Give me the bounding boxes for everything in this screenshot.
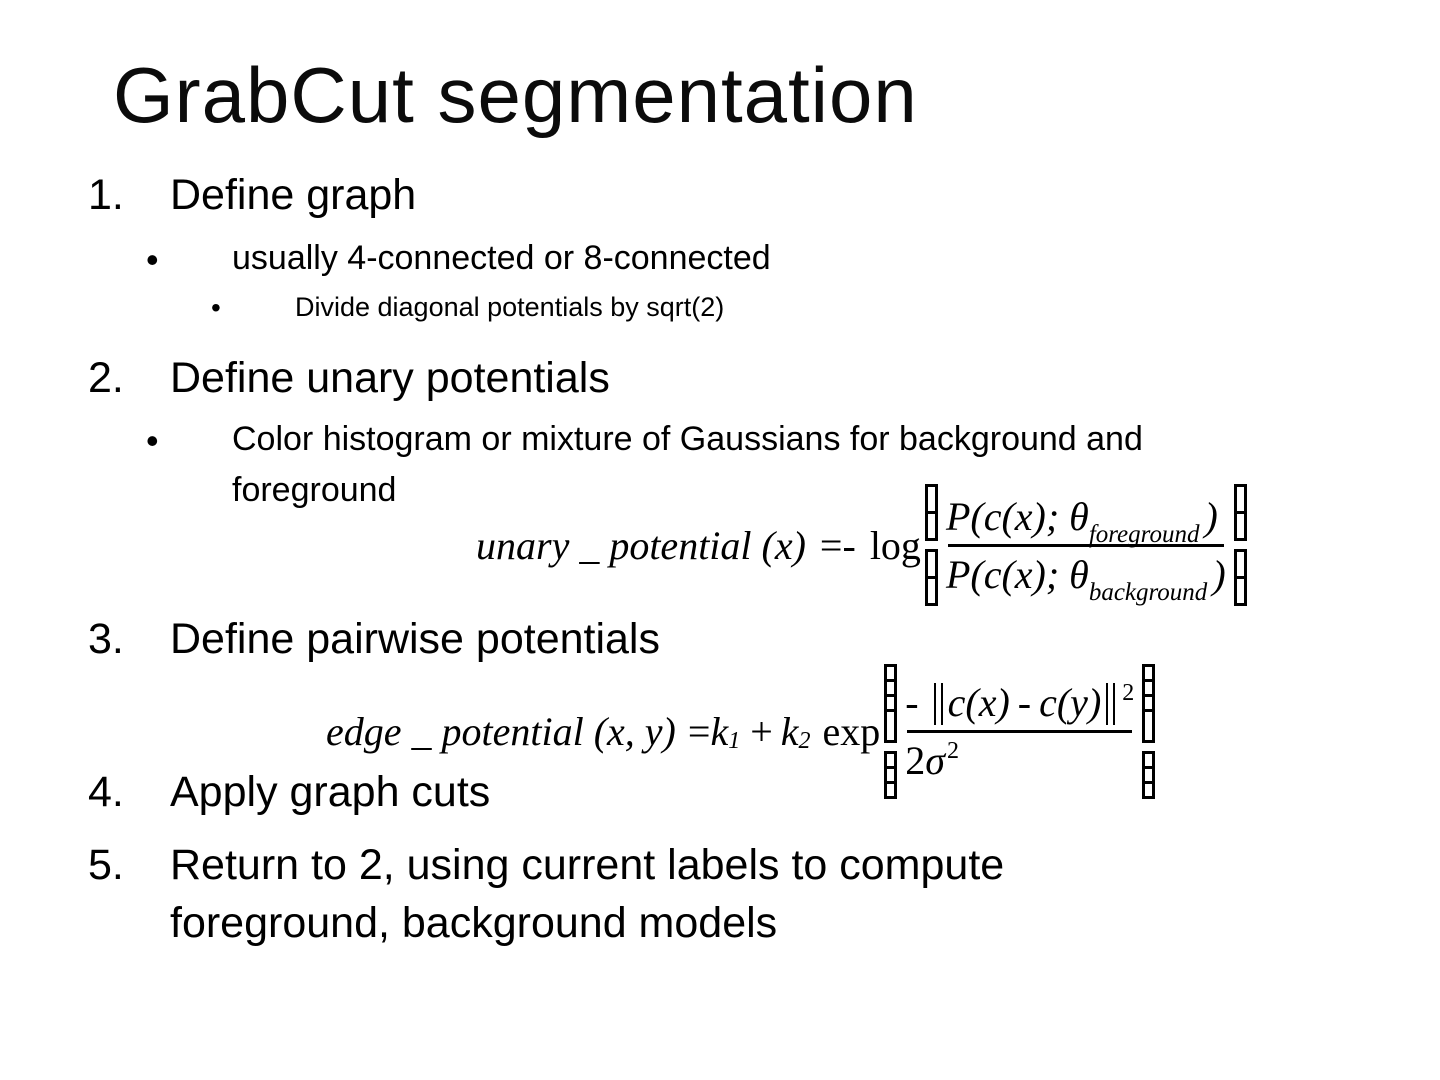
k2-subscript: 2 <box>798 728 811 754</box>
stretchy-brace-right-icon <box>1142 664 1155 799</box>
fraction-numerator: - c(x) - c(y) $^2$ <box>905 680 1135 725</box>
list-item-pairwise-potentials <box>88 610 660 668</box>
list-item-apply-graph-cuts <box>88 763 490 821</box>
subbullet-item-text: Divide diagonal potentials by sqrt(2) <box>295 292 725 322</box>
list-number: 4. <box>88 768 124 816</box>
stretchy-brace-left-icon <box>884 664 897 799</box>
exp-operator: exp <box>822 709 881 754</box>
list-number: 1. <box>88 171 124 219</box>
bullet-icon: • <box>211 292 221 323</box>
fraction-denominator: P(c(x); $\theta_{background}$ ) <box>945 551 1226 606</box>
list-item-return-to-2 <box>88 836 1160 952</box>
minus-sign: - <box>905 680 919 725</box>
formula-lhs: edge _ potential (x, y) <box>326 709 676 754</box>
sigma-symbol: σ <box>925 738 946 783</box>
k1-subscript: 1 <box>728 728 741 754</box>
list-number: 5. <box>88 841 124 889</box>
minus-sign: - <box>1017 680 1032 725</box>
list-item-text: Define graph <box>170 171 417 219</box>
slide-title: GrabCut segmentation <box>113 51 918 139</box>
list-item-text: Return to 2, using current labels to compute foreground, background models <box>170 841 1005 948</box>
squared-superscript: 2 <box>947 738 960 764</box>
list-item-text: Define unary potentials <box>170 354 610 402</box>
plus-sign: + <box>750 709 773 754</box>
bullet-item-text: usually 4-connected or 8-connected <box>232 239 771 277</box>
bullet-icon: • <box>146 239 159 280</box>
stretchy-bracket-left-icon <box>925 484 938 606</box>
norm-double-bar-icon <box>1106 683 1115 725</box>
equals-minus: =- <box>819 522 856 568</box>
theta-subscript: foreground <box>1088 520 1200 548</box>
list-item-text: Define pairwise potentials <box>170 615 660 663</box>
fraction-numerator: P(c(x); $\theta_{foreground}$ ) <box>945 493 1218 548</box>
stretchy-bracket-right-icon <box>1234 484 1247 606</box>
list-number: 3. <box>88 615 124 663</box>
k1-term: k <box>710 709 729 754</box>
list-item-define-graph <box>88 166 416 224</box>
k2-term: k <box>780 709 799 754</box>
log-operator: log <box>869 522 921 568</box>
fraction <box>897 679 1142 784</box>
squared-superscript: 2 <box>1122 680 1135 706</box>
bullet-item-connectivity <box>146 233 771 287</box>
list-item-unary-potentials <box>88 349 610 407</box>
bullet-icon: • <box>146 420 159 461</box>
norm-double-bar-icon <box>934 683 943 725</box>
formula-lhs: unary _ potential (x) <box>476 522 806 568</box>
theta-subscript: background <box>1088 578 1208 606</box>
subbullet-item-diagonal <box>211 290 724 326</box>
equals-sign: = <box>687 709 711 754</box>
fraction-denominator: $2\sigma^2$ <box>905 738 960 783</box>
list-item-text: Apply graph cuts <box>170 768 491 816</box>
list-number: 2. <box>88 354 124 402</box>
fraction <box>938 493 1234 606</box>
unary-potential-formula <box>476 484 1247 606</box>
bullet-item-text: Color histogram or mixture of Gaussians for background and foreground <box>232 420 1143 509</box>
fraction-bar <box>907 730 1132 733</box>
